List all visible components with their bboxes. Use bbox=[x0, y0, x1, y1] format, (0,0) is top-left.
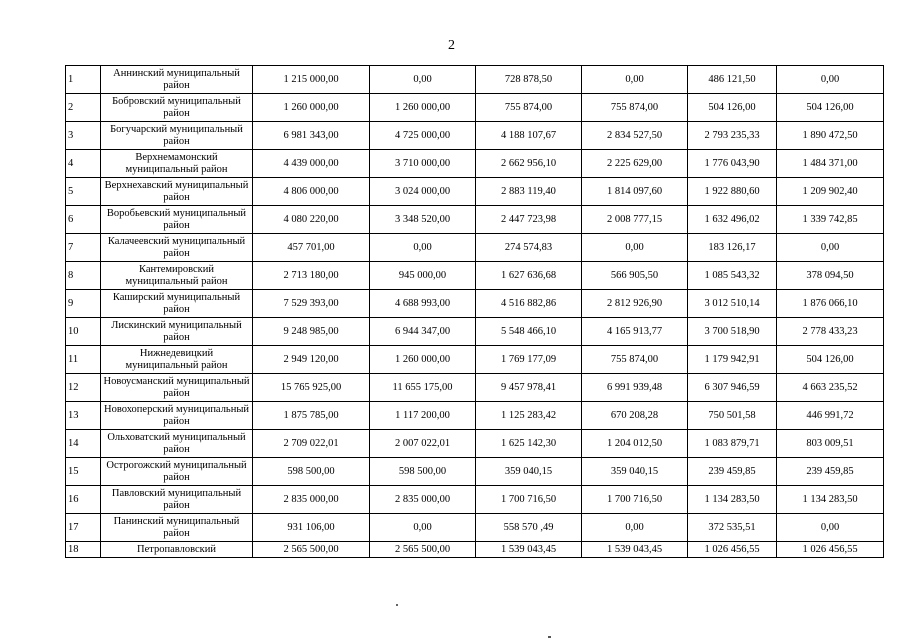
table-row bbox=[66, 514, 884, 542]
district-name-cell: Калачеевский муниципальный район bbox=[101, 234, 253, 262]
amount-cell: 4 663 235,52 bbox=[777, 374, 884, 402]
amount-cell: 1 814 097,60 bbox=[582, 178, 688, 206]
row-number-cell: 16 bbox=[66, 486, 101, 514]
table-row bbox=[66, 150, 884, 178]
amount-cell: 2 662 956,10 bbox=[476, 150, 582, 178]
district-name-cell: Верхнехавский муниципальный район bbox=[101, 178, 253, 206]
row-number-cell: 18 bbox=[66, 542, 101, 558]
amount-cell: 3 024 000,00 bbox=[370, 178, 476, 206]
row-number-cell: 5 bbox=[66, 178, 101, 206]
district-name-cell: Верхнемамонский муниципальный район bbox=[101, 150, 253, 178]
amount-cell: 3 012 510,14 bbox=[688, 290, 777, 318]
amount-cell: 2 812 926,90 bbox=[582, 290, 688, 318]
amount-cell: 0,00 bbox=[370, 234, 476, 262]
amount-cell: 4 688 993,00 bbox=[370, 290, 476, 318]
amount-cell: 4 439 000,00 bbox=[253, 150, 370, 178]
district-name-cell: Павловский муниципальный район bbox=[101, 486, 253, 514]
table-row bbox=[66, 234, 884, 262]
row-number-cell: 11 bbox=[66, 346, 101, 374]
amount-cell: 670 208,28 bbox=[582, 402, 688, 430]
district-name-cell: Панинский муниципальный район bbox=[101, 514, 253, 542]
amount-cell: 2 834 527,50 bbox=[582, 122, 688, 150]
table-row bbox=[66, 346, 884, 374]
amount-cell: 931 106,00 bbox=[253, 514, 370, 542]
row-number-cell: 13 bbox=[66, 402, 101, 430]
amount-cell: 486 121,50 bbox=[688, 66, 777, 94]
amount-cell: 2 883 119,40 bbox=[476, 178, 582, 206]
table-row bbox=[66, 542, 884, 558]
table-row bbox=[66, 374, 884, 402]
amount-cell: 2 565 500,00 bbox=[253, 542, 370, 558]
amount-cell: 11 655 175,00 bbox=[370, 374, 476, 402]
district-name-cell: Кантемировский муниципальный район bbox=[101, 262, 253, 290]
amount-cell: 558 570 ,49 bbox=[476, 514, 582, 542]
district-name-cell: Нижнедевицкий муниципальный район bbox=[101, 346, 253, 374]
amount-cell: 2 225 629,00 bbox=[582, 150, 688, 178]
row-number-cell: 9 bbox=[66, 290, 101, 318]
row-number-cell: 2 bbox=[66, 94, 101, 122]
amount-cell: 1 134 283,50 bbox=[777, 486, 884, 514]
amount-cell: 1 539 043,45 bbox=[582, 542, 688, 558]
amount-cell: 803 009,51 bbox=[777, 430, 884, 458]
amount-cell: 1 876 066,10 bbox=[777, 290, 884, 318]
row-number-cell: 10 bbox=[66, 318, 101, 346]
table-body bbox=[66, 66, 884, 558]
amount-cell: 1 890 472,50 bbox=[777, 122, 884, 150]
amount-cell: 1 875 785,00 bbox=[253, 402, 370, 430]
amount-cell: 0,00 bbox=[582, 234, 688, 262]
table-row bbox=[66, 178, 884, 206]
amount-cell: 359 040,15 bbox=[476, 458, 582, 486]
district-name-cell: Богучарский муниципальный район bbox=[101, 122, 253, 150]
amount-cell: 239 459,85 bbox=[777, 458, 884, 486]
amount-cell: 0,00 bbox=[370, 514, 476, 542]
table-row bbox=[66, 94, 884, 122]
amount-cell: 1 209 902,40 bbox=[777, 178, 884, 206]
amount-cell: 2 793 235,33 bbox=[688, 122, 777, 150]
amount-cell: 15 765 925,00 bbox=[253, 374, 370, 402]
district-name-cell: Петропавловский bbox=[101, 542, 253, 558]
amount-cell: 6 981 343,00 bbox=[253, 122, 370, 150]
amount-cell: 1 260 000,00 bbox=[370, 94, 476, 122]
amount-cell: 1 260 000,00 bbox=[370, 346, 476, 374]
amount-cell: 1 922 880,60 bbox=[688, 178, 777, 206]
amount-cell: 1 625 142,30 bbox=[476, 430, 582, 458]
amount-cell: 1 539 043,45 bbox=[476, 542, 582, 558]
amount-cell: 1 134 283,50 bbox=[688, 486, 777, 514]
amount-cell: 3 710 000,00 bbox=[370, 150, 476, 178]
row-number-cell: 12 bbox=[66, 374, 101, 402]
amount-cell: 0,00 bbox=[582, 514, 688, 542]
amount-cell: 4 188 107,67 bbox=[476, 122, 582, 150]
district-name-cell: Воробьевский муниципальный район bbox=[101, 206, 253, 234]
amount-cell: 1 026 456,55 bbox=[777, 542, 884, 558]
scan-speck bbox=[396, 604, 398, 606]
amount-cell: 598 500,00 bbox=[370, 458, 476, 486]
table-row bbox=[66, 66, 884, 94]
amount-cell: 1 700 716,50 bbox=[582, 486, 688, 514]
district-name-cell: Бобровский муниципальный район bbox=[101, 94, 253, 122]
amount-cell: 3 348 520,00 bbox=[370, 206, 476, 234]
table-row bbox=[66, 486, 884, 514]
district-name-cell: Новохоперский муниципальный район bbox=[101, 402, 253, 430]
amount-cell: 6 991 939,48 bbox=[582, 374, 688, 402]
amount-cell: 4 516 882,86 bbox=[476, 290, 582, 318]
row-number-cell: 4 bbox=[66, 150, 101, 178]
amount-cell: 2 835 000,00 bbox=[370, 486, 476, 514]
amount-cell: 1 026 456,55 bbox=[688, 542, 777, 558]
amount-cell: 457 701,00 bbox=[253, 234, 370, 262]
amount-cell: 755 874,00 bbox=[582, 346, 688, 374]
amount-cell: 1 339 742,85 bbox=[777, 206, 884, 234]
amount-cell: 0,00 bbox=[370, 66, 476, 94]
amount-cell: 945 000,00 bbox=[370, 262, 476, 290]
amount-cell: 239 459,85 bbox=[688, 458, 777, 486]
amount-cell: 359 040,15 bbox=[582, 458, 688, 486]
amount-cell: 1 769 177,09 bbox=[476, 346, 582, 374]
amount-cell: 1 484 371,00 bbox=[777, 150, 884, 178]
amount-cell: 750 501,58 bbox=[688, 402, 777, 430]
amount-cell: 446 991,72 bbox=[777, 402, 884, 430]
amount-cell: 728 878,50 bbox=[476, 66, 582, 94]
amount-cell: 504 126,00 bbox=[777, 94, 884, 122]
table-row bbox=[66, 430, 884, 458]
table-row bbox=[66, 206, 884, 234]
amount-cell: 2 565 500,00 bbox=[370, 542, 476, 558]
amount-cell: 1 215 000,00 bbox=[253, 66, 370, 94]
amount-cell: 4 725 000,00 bbox=[370, 122, 476, 150]
amount-cell: 1 776 043,90 bbox=[688, 150, 777, 178]
row-number-cell: 7 bbox=[66, 234, 101, 262]
amount-cell: 183 126,17 bbox=[688, 234, 777, 262]
page-number: 2 bbox=[448, 38, 455, 53]
amount-cell: 2 778 433,23 bbox=[777, 318, 884, 346]
amount-cell: 598 500,00 bbox=[253, 458, 370, 486]
amount-cell: 4 080 220,00 bbox=[253, 206, 370, 234]
district-name-cell: Ольховатский муниципальный район bbox=[101, 430, 253, 458]
table-row bbox=[66, 290, 884, 318]
amount-cell: 2 447 723,98 bbox=[476, 206, 582, 234]
amount-cell: 0,00 bbox=[777, 514, 884, 542]
amount-cell: 1 083 879,71 bbox=[688, 430, 777, 458]
amount-cell: 0,00 bbox=[777, 66, 884, 94]
table-row bbox=[66, 122, 884, 150]
row-number-cell: 15 bbox=[66, 458, 101, 486]
amount-cell: 1 117 200,00 bbox=[370, 402, 476, 430]
row-number-cell: 14 bbox=[66, 430, 101, 458]
amount-cell: 4 806 000,00 bbox=[253, 178, 370, 206]
district-name-cell: Аннинский муниципальный район bbox=[101, 66, 253, 94]
amount-cell: 2 007 022,01 bbox=[370, 430, 476, 458]
amount-cell: 5 548 466,10 bbox=[476, 318, 582, 346]
row-number-cell: 17 bbox=[66, 514, 101, 542]
row-number-cell: 3 bbox=[66, 122, 101, 150]
amount-cell: 2 713 180,00 bbox=[253, 262, 370, 290]
amount-cell: 9 457 978,41 bbox=[476, 374, 582, 402]
amount-cell: 2 008 777,15 bbox=[582, 206, 688, 234]
amount-cell: 9 248 985,00 bbox=[253, 318, 370, 346]
district-name-cell: Новоусманский муниципальный район bbox=[101, 374, 253, 402]
amount-cell: 1 125 283,42 bbox=[476, 402, 582, 430]
amount-cell: 372 535,51 bbox=[688, 514, 777, 542]
scan-speck bbox=[548, 636, 551, 638]
amount-cell: 566 905,50 bbox=[582, 262, 688, 290]
amount-cell: 755 874,00 bbox=[476, 94, 582, 122]
table-row bbox=[66, 318, 884, 346]
amount-cell: 378 094,50 bbox=[777, 262, 884, 290]
row-number-cell: 1 bbox=[66, 66, 101, 94]
amount-cell: 755 874,00 bbox=[582, 94, 688, 122]
district-name-cell: Острогожский муниципальный район bbox=[101, 458, 253, 486]
amount-cell: 0,00 bbox=[582, 66, 688, 94]
amount-cell: 1 260 000,00 bbox=[253, 94, 370, 122]
row-number-cell: 6 bbox=[66, 206, 101, 234]
row-number-cell: 8 bbox=[66, 262, 101, 290]
allocation-table bbox=[65, 65, 884, 558]
amount-cell: 1 627 636,68 bbox=[476, 262, 582, 290]
district-name-cell: Каширский муниципальный район bbox=[101, 290, 253, 318]
amount-cell: 1 204 012,50 bbox=[582, 430, 688, 458]
amount-cell: 7 529 393,00 bbox=[253, 290, 370, 318]
amount-cell: 2 709 022,01 bbox=[253, 430, 370, 458]
amount-cell: 1 179 942,91 bbox=[688, 346, 777, 374]
amount-cell: 4 165 913,77 bbox=[582, 318, 688, 346]
amount-cell: 3 700 518,90 bbox=[688, 318, 777, 346]
amount-cell: 2 835 000,00 bbox=[253, 486, 370, 514]
table-row bbox=[66, 402, 884, 430]
table-row bbox=[66, 458, 884, 486]
amount-cell: 1 700 716,50 bbox=[476, 486, 582, 514]
amount-cell: 6 944 347,00 bbox=[370, 318, 476, 346]
district-name-cell: Лискинский муниципальный район bbox=[101, 318, 253, 346]
amount-cell: 1 632 496,02 bbox=[688, 206, 777, 234]
table-row bbox=[66, 262, 884, 290]
amount-cell: 504 126,00 bbox=[777, 346, 884, 374]
amount-cell: 2 949 120,00 bbox=[253, 346, 370, 374]
amount-cell: 6 307 946,59 bbox=[688, 374, 777, 402]
amount-cell: 0,00 bbox=[777, 234, 884, 262]
amount-cell: 1 085 543,32 bbox=[688, 262, 777, 290]
amount-cell: 504 126,00 bbox=[688, 94, 777, 122]
amount-cell: 274 574,83 bbox=[476, 234, 582, 262]
